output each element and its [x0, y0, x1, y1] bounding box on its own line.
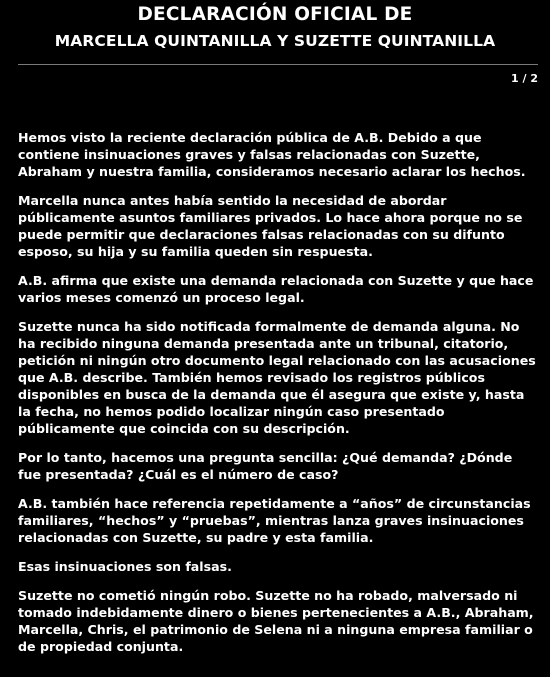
paragraph: A.B. también hace referencia repetidamente a “años” de circunstancias familiares, “hechos” y “pruebas”, mientras lanza graves insinuaciones relacionadas con Suzette, su padre y esta familia. — [18, 496, 531, 545]
paragraph: Marcella nunca antes había sentido la necesidad de abordar públicamente asuntos familiares privados. Lo hace ahora porque no se puede permitir que declaraciones falsas relacionadas con su difunto esposo, su hija y su familia queden sin respuesta. — [18, 193, 523, 259]
page-indicator: 1 / 2 — [511, 72, 538, 85]
document-subtitle: MARCELLA QUINTANILLA Y SUZETTE QUINTANILLA — [54, 32, 496, 50]
paragraph: Por lo tanto, hacemos una pregunta sencilla: ¿Qué demanda? ¿Dónde fue presentada? ¿Cuál es el número de caso? — [18, 450, 513, 482]
header-divider — [18, 64, 538, 65]
statement-body — [18, 129, 538, 667]
paragraph: Esas insinuaciones son falsas. — [18, 559, 232, 574]
document-header — [0, 0, 550, 50]
paragraph: Suzette nunca ha sido notificada formalmente de demanda alguna. No ha recibido ninguna demanda presentada ante un tribunal, citatorio, petición ni ningún otro documento legal relacionado con las acusaciones que A.B. describe. También hemos revisado los registros públicos disponibles en busca de la demanda que él asegura que existe y, hasta la fecha, no hemos podido localizar ningún caso presentado públicamente que coincida con su descripción. — [18, 319, 536, 436]
paragraph: Suzette no cometió ningún robo. Suzette no ha robado, malversado ni tomado indebidamente dinero o bienes pertenecientes a A.B., Abraham, Marcella, Chris, el patrimonio de Selena ni a ninguna empresa familiar o de propiedad conjunta. — [18, 588, 534, 654]
paragraph: A.B. afirma que existe una demanda relacionada con Suzette y que hace varios meses comenzó un proceso legal. — [18, 273, 534, 305]
document-title: DECLARACIÓN OFICIAL DE — [137, 4, 413, 25]
paragraph: Hemos visto la reciente declaración pública de A.B. Debido a que contiene insinuaciones graves y falsas relacionadas con Suzette, Abraham y nuestra familia, consideramos necesario aclarar los hechos. — [18, 130, 526, 179]
